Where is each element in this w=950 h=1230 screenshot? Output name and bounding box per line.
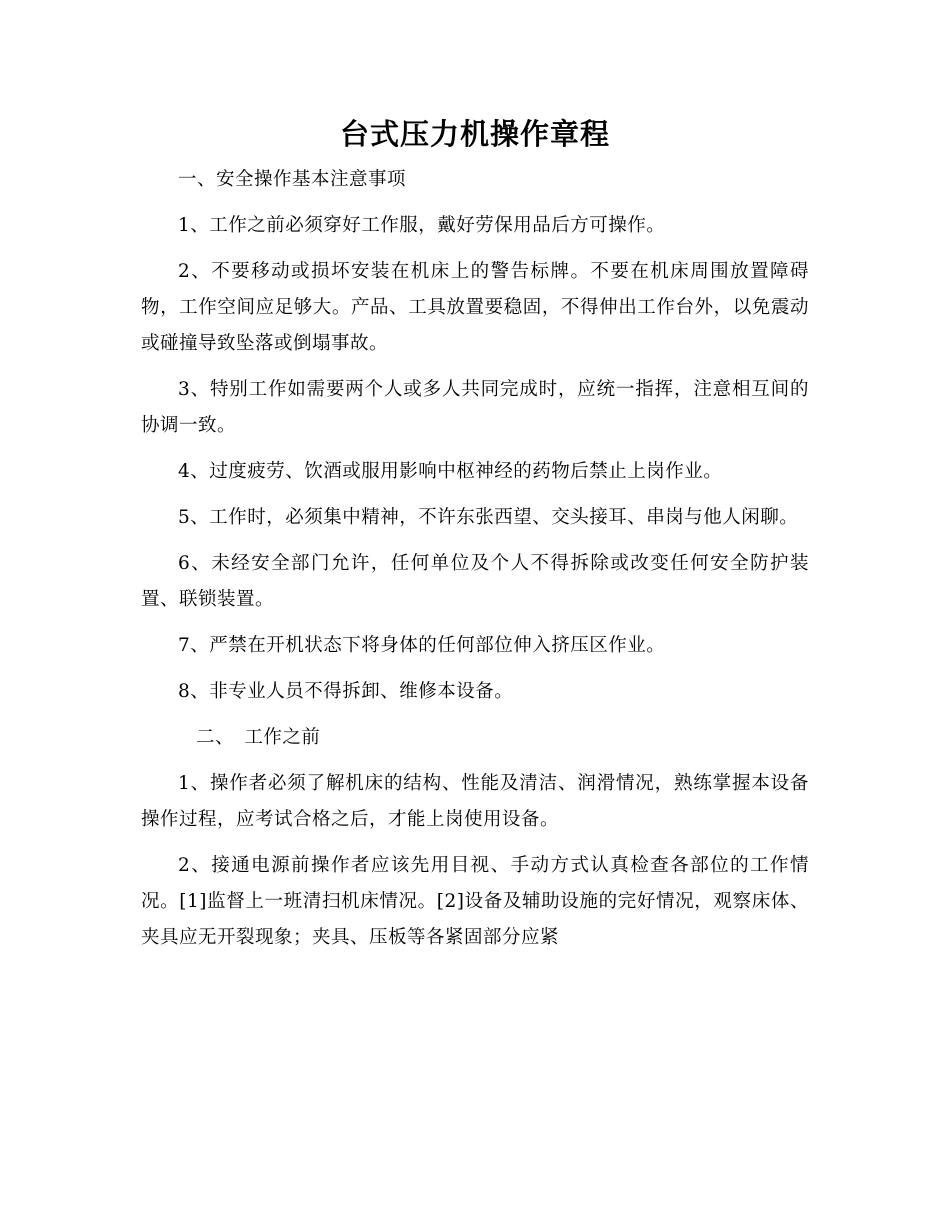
paragraph: 7、严禁在开机状态下将身体的任何部位伸入挤压区作业。 [178,635,666,656]
paragraph: 5、工作时，必须集中精神，不许东张西望、交头接耳、串岗与他人闲聊。 [178,507,799,528]
paragraph: 2、接通电源前操作者应该先用目视、手动方式认真检查各部位的工作情况。[1]监督上一班清扫机床情况。[2]设备及辅助设施的完好情况，观察床体、夹具应无开裂现象；夹具、压板等各紧固部分应紧 [141,855,809,948]
document-title: 台式压力机操作章程 [339,117,610,151]
paragraph: 3、特别工作如需要两个人或多人共同完成时，应统一指挥，注意相互间的协调一致。 [141,379,809,436]
paragraph: 2、不要移动或损坏安装在机床上的警告标牌。不要在机床周围放置障碍物，工作空间应足够大。产品、工具放置要稳固，不得伸出工作台外，以免震动或碰撞导致坠落或倒塌事故。 [141,261,809,354]
section-heading-2: 二、 工作之前 [196,727,321,748]
paragraph: 4、过度疲劳、饮酒或服用影响中枢神经的药物后禁止上岗作业。 [178,461,723,482]
paragraph: 8、非专业人员不得拆卸、维修本设备。 [178,681,514,702]
section-heading-1: 一、安全操作基本注意事项 [178,169,407,190]
paragraph: 1、操作者必须了解机床的结构、性能及清洁、润滑情况，熟练掌握本设备操作过程，应考试合格之后，才能上岗使用设备。 [141,773,809,830]
paragraph: 6、未经安全部门允许，任何单位及个人不得拆除或改变任何安全防护装置、联锁装置。 [141,553,809,610]
document-body [141,162,809,966]
paragraph: 1、工作之前必须穿好工作服，戴好劳保用品后方可操作。 [178,215,666,236]
